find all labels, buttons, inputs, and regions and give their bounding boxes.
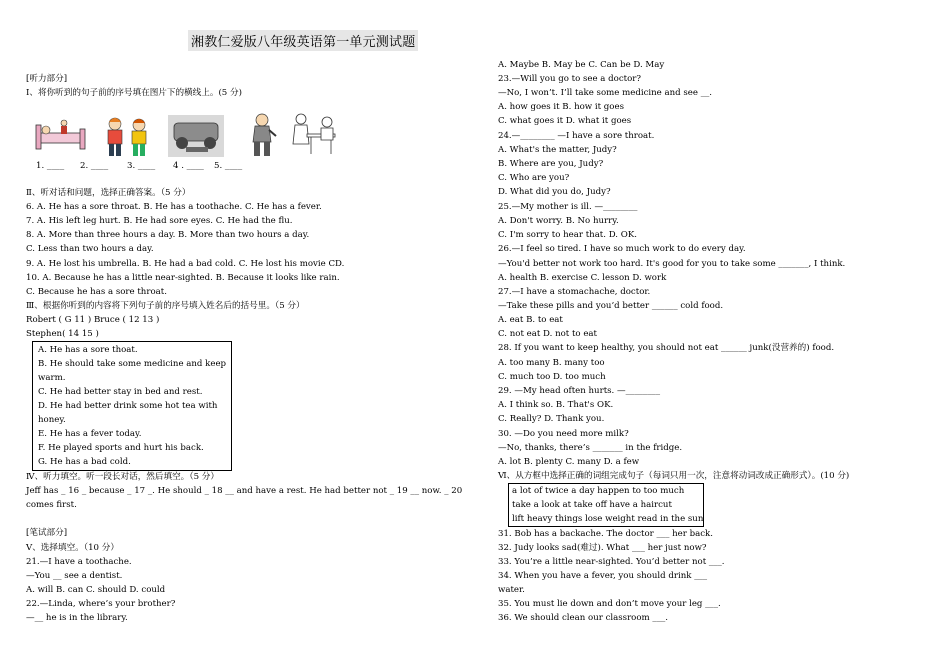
- right-line: 24.—________ —I have a sore throat.: [498, 131, 655, 141]
- pic-blank-3: 3. ____: [127, 161, 156, 171]
- two-kids-picture: [99, 114, 155, 158]
- right-line: 26.—I feel so tired. I have so much work to do every day.: [498, 244, 746, 254]
- pic-blank-2: 2. ____: [80, 161, 109, 171]
- right-line: 28. If you want to keep healthy, you should not eat ______ junk(没营养的) food.: [498, 343, 835, 353]
- q3-option: honey.: [38, 415, 66, 425]
- right-line: —Take these pills and you’d better ______ cold food.: [498, 301, 724, 311]
- q2-line: C. Because he has a sore throat.: [26, 287, 167, 297]
- q3-names-line-2: Stephen( 14 15 ): [26, 329, 99, 339]
- right-line: C. what goes it D. what it goes: [498, 116, 632, 126]
- q5-line: A. will B. can C. should D. could: [26, 585, 166, 595]
- right-line: 23.—Will you go to see a doctor?: [498, 74, 641, 84]
- q3-option: C. He had better stay in bed and rest.: [38, 387, 203, 397]
- right-line: —You'd better not work too hard. It's good for you to take some _______, I think.: [498, 259, 846, 269]
- q6-phrase-row: take a look at take off have a haircut: [512, 500, 672, 510]
- q2-instruction: Ⅱ、听对话和问题，选择正确答案。（5 分）: [26, 188, 191, 198]
- q5-line: 22.—Linda, where’s your brother?: [26, 599, 176, 609]
- q2-line: 9. A. He lost his umbrella. B. He had a bad cold. C. He lost his movie CD.: [26, 259, 345, 269]
- right-line: C. much too D. too much: [498, 372, 606, 382]
- right-line: 35. You must lie down and don’t move your leg ___.: [498, 599, 721, 609]
- q3-instruction: Ⅲ、根据你听到的内容将下列句子前的序号填入姓名后的括号里。（5 分）: [26, 301, 305, 311]
- q3-names-line-1: Robert ( G 11 ) Bruce ( 12 13 ): [26, 315, 160, 325]
- listening-header: [听力部分]: [26, 74, 68, 84]
- right-line: A. too many B. many too: [498, 358, 605, 368]
- right-line: 33. You’re a little near-sighted. You’d better not ___.: [498, 557, 725, 567]
- q3-option: B. He should take some medicine and keep: [38, 359, 227, 369]
- doctor-desk-picture: [287, 110, 343, 158]
- q5-line: 21.—I have a toothache.: [26, 557, 132, 567]
- q2-line: 7. A. His left leg hurt. B. He had sore eyes. C. He had the flu.: [26, 216, 293, 226]
- q2-line: 8. A. More than three hours a day. B. More than two hours a day.: [26, 230, 310, 240]
- page-title: 湘教仁爱版八年级英语第一单元测试题: [188, 30, 418, 51]
- written-header: [笔试部分]: [26, 528, 68, 538]
- q3-option: A. He has a sore thoat.: [38, 345, 138, 355]
- right-line: C. not eat D. not to eat: [498, 329, 597, 339]
- q3-option: G. He has a bad cold.: [38, 457, 131, 467]
- sick-bed-picture: [34, 115, 88, 155]
- q2-line: 10. A. Because he has a little near-sighted. B. Because it looks like rain.: [26, 273, 340, 283]
- right-line: 25.—My mother is ill. —________: [498, 202, 638, 212]
- q3-option: D. He had better drink some hot tea with: [38, 401, 218, 411]
- q4-instruction: Ⅳ、听力填空。听一段长对话，然后填空。（5 分）: [26, 472, 219, 482]
- right-line: 30. —Do you need more milk?: [498, 429, 629, 439]
- right-line: A. I think so. B. That's OK.: [498, 400, 614, 410]
- q6-phrase-row: a lot of twice a day happen to too much: [512, 486, 685, 496]
- right-line: B. Where are you, Judy?: [498, 159, 604, 169]
- q3-option: warm.: [38, 373, 66, 383]
- right-line: A. Don't worry. B. No hurry.: [498, 216, 619, 226]
- q4-passage-line-1: Jeff has _ 16 _ because _ 17 _. He should _ 18 __ and have a rest. He had better not _ 19 __ now. _ 20: [26, 486, 463, 496]
- right-line: A. how goes it B. how it goes: [498, 102, 624, 112]
- right-line: 36. We should clean our classroom ___.: [498, 613, 669, 623]
- right-line: A. What's the matter, Judy?: [498, 145, 617, 155]
- q3-option: F. He played sports and hurt his back.: [38, 443, 204, 453]
- right-line: 27.—I have a stomachache, doctor.: [498, 287, 651, 297]
- right-line: C. Really? D. Thank you.: [498, 414, 605, 424]
- right-line: 34. When you have a fever, you should drink ___: [498, 571, 708, 581]
- right-line: A. lot B. plenty C. many D. a few: [498, 457, 640, 467]
- q6-instruction: Ⅵ、从方框中选择正确的词组完成句子（每词只用一次，注意将动词改成正确形式）。(10 分): [498, 471, 850, 481]
- pic-blank-5: 5. ____: [214, 161, 243, 171]
- q6-phrase-row: lift heavy things lose weight read in the sun: [512, 514, 704, 524]
- pic-blank-4: 4 . ____: [173, 161, 204, 171]
- right-line: A. eat B. to eat: [498, 315, 563, 325]
- q5-line: —__ he is in the library.: [26, 613, 128, 623]
- right-line: C. I'm sorry to hear that. D. OK.: [498, 230, 637, 240]
- right-line: C. Who are you?: [498, 173, 570, 183]
- q4-passage-line-2: comes first.: [26, 500, 77, 510]
- q5-line: —You __ see a dentist.: [26, 571, 123, 581]
- right-line: 29. —My head often hurts. —________: [498, 386, 660, 396]
- right-line: 31. Bob has a backache. The doctor ___ her back.: [498, 529, 713, 539]
- right-line: 32. Judy looks sad(难过). What ___ her just now?: [498, 543, 707, 553]
- right-line: —No, thanks, there’s _______ in the fridge.: [498, 443, 683, 453]
- q2-line: 6. A. He has a sore throat. B. He has a toothache. C. He has a fever.: [26, 202, 322, 212]
- man-hurt-back-picture: [240, 112, 284, 158]
- car-repair-picture: [168, 115, 224, 157]
- q2-line: C. Less than two hours a day.: [26, 244, 154, 254]
- right-line: A. health B. exercise C. lesson D. work: [498, 273, 667, 283]
- q1-instruction: I、将你听到的句子前的序号填在图片下的横线上。(5 分): [26, 88, 242, 98]
- right-line: A. Maybe B. May be C. Can be D. May: [498, 60, 665, 70]
- q3-option: E. He has a fever today.: [38, 429, 142, 439]
- right-line: D. What did you do, Judy?: [498, 187, 611, 197]
- right-line: —No, I won’t. I’ll take some medicine and see __.: [498, 88, 713, 98]
- q5-instruction: Ⅴ、选择填空。（10 分）: [26, 543, 119, 553]
- pic-blank-1: 1. ____: [36, 161, 65, 171]
- right-line: water.: [498, 585, 525, 595]
